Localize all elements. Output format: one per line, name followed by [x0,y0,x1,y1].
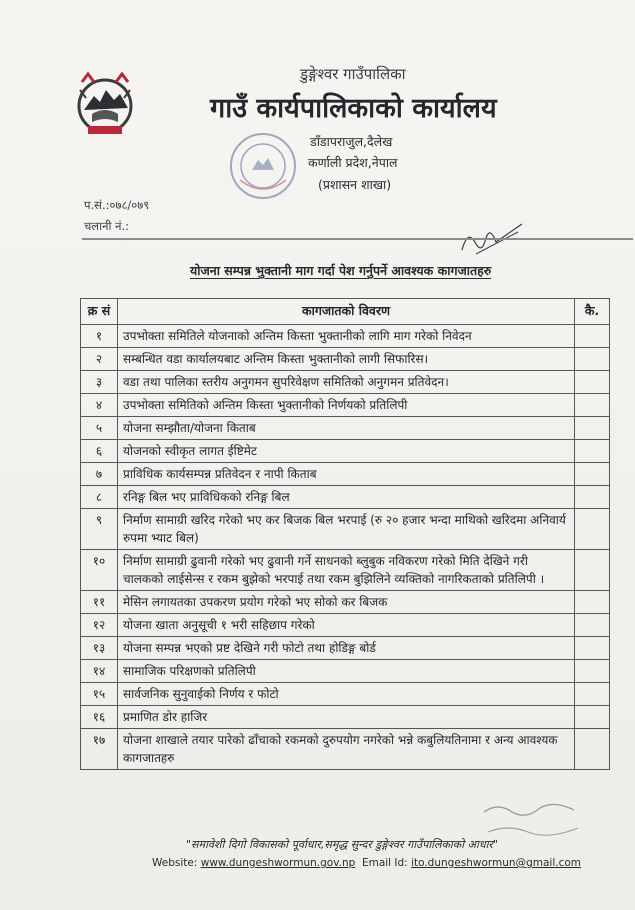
row-document-description: योजना सम्पन्न भएको प्रष्ट देखिने गरी फोटो तथा होडिङ्ग बोर्ड [118,636,575,659]
rural-municipality-name: डुङ्गेश्वर गाउँपालिका [300,65,406,83]
row-remarks [575,613,610,636]
table-row [81,590,610,613]
row-remarks [575,462,610,485]
email-label: Email Id: [361,857,412,869]
row-document-description: योजना खाता अनुसूची १ भरी सहिछाप गरेको [118,613,575,636]
row-serial-number: ८ [81,485,118,508]
row-remarks [575,728,610,769]
row-document-description: प्रमाणित डोर हाजिर [118,705,575,728]
row-serial-number: १२ [81,613,118,636]
office-seal-stamp-icon [228,130,298,202]
row-serial-number: १६ [81,705,118,728]
column-header-sn: क्र सं [81,299,118,325]
row-document-description: योजना सम्झौता/योजना किताब [118,416,575,439]
row-serial-number: १७ [81,728,118,769]
column-header-remarks: कै. [575,299,610,325]
row-serial-number: ४ [81,393,118,416]
row-serial-number: ६ [81,439,118,462]
row-remarks [575,347,610,370]
table-row [81,485,610,508]
row-document-description: उपभोक्ता समितिको अन्तिम किस्ता भुक्तानीको निर्णयको प्रतिलिपी [118,393,575,416]
table-row [81,324,610,347]
dispatch-number: चलानी नं.: [84,219,130,233]
footer-contact [152,857,581,869]
table-row [81,508,610,549]
row-serial-number: ९ [81,508,118,549]
address-line-1: डाँडापराजुल,दैलेख [310,134,393,149]
row-remarks [575,682,610,705]
reference-number: प.सं.:०७८/०७९ [84,198,150,212]
row-document-description: सामाजिक परिक्षणको प्रतिलिपी [118,659,575,682]
column-header-description: कागजातको विवरण [118,299,575,325]
table-row [81,416,610,439]
table-row [81,682,610,705]
row-remarks [575,636,610,659]
table-row [81,439,610,462]
row-serial-number: ११ [81,590,118,613]
table-row [81,462,610,485]
row-remarks [575,508,610,549]
row-serial-number: १४ [81,659,118,682]
table-row [81,393,610,416]
row-serial-number: ३ [81,370,118,393]
row-document-description: उपभोक्ता समितिले योजनाको अन्तिम किस्ता भुक्तानीको लागि माग गरेको निवेदन [118,324,575,347]
table-row [81,549,610,590]
row-remarks [575,659,610,682]
row-document-description: निर्माण सामाग्री खरिद गरेको भए कर बिजक बिल भरपाई (रु २० हजार भन्दा माथिको खरिदमा अनिवार्य रुपमा भ्याट बिल) [118,508,575,549]
email-link[interactable]: ito.dungeshwormun@gmail.com [411,857,582,869]
document-subject: योजना सम्पन्न भुक्तानी माग गर्दा पेश गर्नुपर्ने आवश्यक कागजातहरु [190,263,492,278]
table-row [81,728,610,769]
table-row [81,613,610,636]
row-serial-number: १ [81,324,118,347]
row-remarks [575,485,610,508]
address-line-3: (प्रशासन शाखा) [318,177,392,192]
row-serial-number: १५ [81,682,118,705]
row-serial-number: ५ [81,416,118,439]
row-document-description: प्राविधिक कार्यसम्पन्न प्रतिवेदन र नापी किताब [118,462,575,485]
row-serial-number: १० [81,549,118,590]
row-document-description: योजना शाखाले तयार पारेको ढाँचाको रकमको दुरुपयोग नगरेको भन्ने कबुलियतिनामा र अन्य आवश्यक कागजातहरु [118,728,575,769]
website-link[interactable]: www.dungeshwormun.gov.np [200,857,356,869]
row-document-description: सम्बन्धित वडा कार्यालयबाट अन्तिम किस्ता भुक्तानीको लागी सिफारिस। [118,347,575,370]
row-remarks [575,590,610,613]
footer-slogan: "समावेशी दिगो विकासको पूर्वाधार,समृद्ध सुन्दर डुङ्गेश्वर गाउँपालिकाको आधार" [186,838,498,851]
signature-mark-icon [456,220,526,260]
row-remarks [575,370,610,393]
row-document-description: योजनको स्वीकृत लागत ईष्टिमेट [118,439,575,462]
row-serial-number: २ [81,347,118,370]
row-remarks [575,324,610,347]
row-document-description: मेसिन लगायतका उपकरण प्रयोग गरेको भए सोको कर बिजक [118,590,575,613]
table-row [81,370,610,393]
website-label: Website: [152,857,201,869]
address-line-2: कर्णाली प्रदेश,नेपाल [308,155,398,170]
row-document-description: रनिङ्ग बिल भए प्राविधिकको रनिङ्ग बिल [118,485,575,508]
table-row [81,705,610,728]
row-serial-number: ७ [81,462,118,485]
table-header-row [81,299,610,325]
documents-checklist-table [80,298,610,770]
row-document-description: सार्वजनिक सुनुवाईको निर्णय र फोटो [118,682,575,705]
row-document-description: निर्माण सामाग्री ढुवानी गरेको भए ढुवानी गर्ने साधनको ब्लुबुक नविकरण गरेको मिति देखिने गरी चालकको लाईसेन्स र रकम बुझेको भरपाई तथा रकम बुझिलिने व्यक्तिको नागरिकताको प्रतिलिपी । [118,549,575,590]
row-document-description: वडा तथा पालिका स्तरीय अनुगमन सुपरिवेक्षण समितिको अनुगमन प्रतिवेदन। [118,370,575,393]
header-divider [82,238,633,240]
table-row [81,636,610,659]
table-row [81,659,610,682]
table-row [81,347,610,370]
row-remarks [575,439,610,462]
row-remarks [575,393,610,416]
office-title: गाउँ कार्यपालिकाको कार्यालय [210,93,497,124]
row-remarks [575,549,610,590]
row-serial-number: १३ [81,636,118,659]
nepal-emblem-icon [74,70,136,138]
row-remarks [575,705,610,728]
row-remarks [575,416,610,439]
